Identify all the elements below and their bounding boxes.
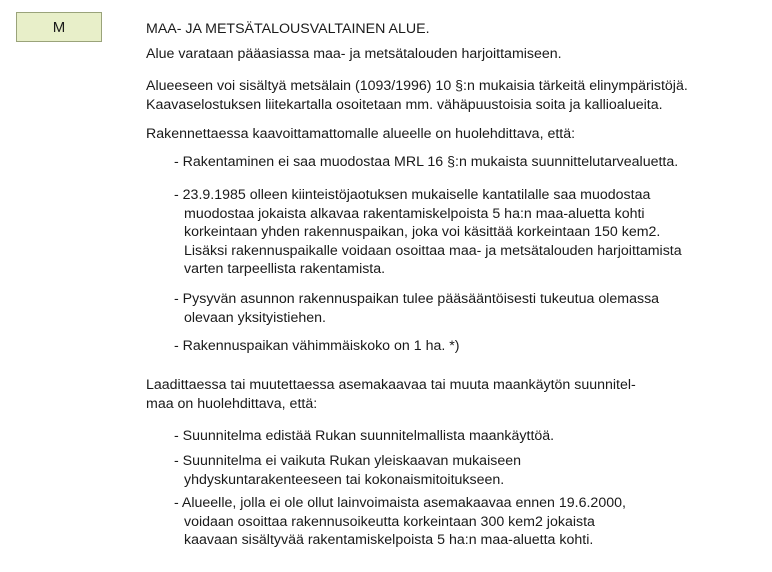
section2-item-1-text: - Suunnitelma edistää Rukan suunnitelmallista maankäyttöä. [174, 428, 555, 444]
section1-item-4-text: - Rakennuspaikan vähimmäiskoko on 1 ha. *) [174, 338, 460, 354]
section2-heading-line2: maa on huolehdittava, että: [146, 396, 318, 412]
paragraph1-line1: Alueeseen voi sisältyä metsälain (1093/1996) 10 §:n mukaisia tärkeitä elinympäristöjä. [146, 78, 688, 94]
section1-item-2-cont-1: muodostaa jokaista alkavaa rakentamiskelpoista 5 ha:n maa-aluetta kohti [184, 205, 645, 222]
section1-item-2-cont-4: varten tarpeellista rakentamista. [184, 261, 386, 278]
section2-item-3-cont-1: voidaan osoittaa rakennusoikeutta korkeintaan 300 kem2 jokaista [184, 513, 595, 530]
section2-item-2-text: - Suunnitelma ei vaikuta Rukan yleiskaavan mukaiseen [174, 453, 521, 469]
section1-item-3-text: - Pysyvän asunnon rakennuspaikan tulee pääsääntöisesti tukeutua olemassa [174, 291, 660, 307]
section1-item-2-text: - 23.9.1985 olleen kiinteistöjaotuksen mukaiselle kantatilalle saa muodostaa [174, 187, 651, 203]
zone-code-label: M [52, 18, 66, 36]
section1-item-1-text: - Rakentaminen ei saa muodostaa MRL 16 §:n mukaista suunnittelutarvealuetta. [174, 154, 679, 170]
section1-item-2-cont-2: korkeintaan yhden rakennuspaikan, joka voi käsittää korkeintaan 150 kem2. [184, 224, 661, 241]
section1-item [174, 290, 659, 327]
section2-item [174, 427, 554, 446]
section1-item [174, 153, 678, 172]
paragraph1-line2: Kaavaselostuksen liitekartalla osoitetaan mm. vähäpuustoisia soita ja kallioalueita. [146, 97, 663, 113]
section2-item [174, 494, 626, 550]
section1-heading: Rakennettaessa kaavoittamattomalle alueelle on huolehdittava, että: [146, 126, 576, 142]
section1-item [174, 186, 682, 279]
section2-item-3-cont-2: kaavaan sisältyvää rakentamiskelpoista 5 ha:n maa-aluetta kohti. [184, 532, 594, 549]
zone-title: MAA- JA METSÄTALOUSVALTAINEN ALUE. [146, 21, 430, 37]
zone-intro: Alue varataan pääasiassa maa- ja metsätalouden harjoittamiseen. [146, 46, 562, 62]
section1-item-3-cont-1: olevaan yksityistiehen. [184, 309, 326, 326]
section2-item [174, 452, 521, 489]
section2-heading-line1: Laadittaessa tai muutettaessa asemakaavaa tai muuta maankäytön suunnitel- [146, 377, 636, 393]
section2-item-2-cont-1: yhdyskuntarakenteeseen tai kokonaismitoitukseen. [184, 471, 505, 488]
section1-item-2-cont-3: Lisäksi rakennuspaikalle voidaan osoittaa maa- ja metsätalouden harjoittamista [184, 242, 682, 259]
section2-item-3-text: - Alueelle, jolla ei ole ollut lainvoimaista asemakaavaa ennen 19.6.2000, [174, 495, 626, 511]
section1-item [174, 337, 459, 356]
zone-code-box [16, 12, 102, 42]
